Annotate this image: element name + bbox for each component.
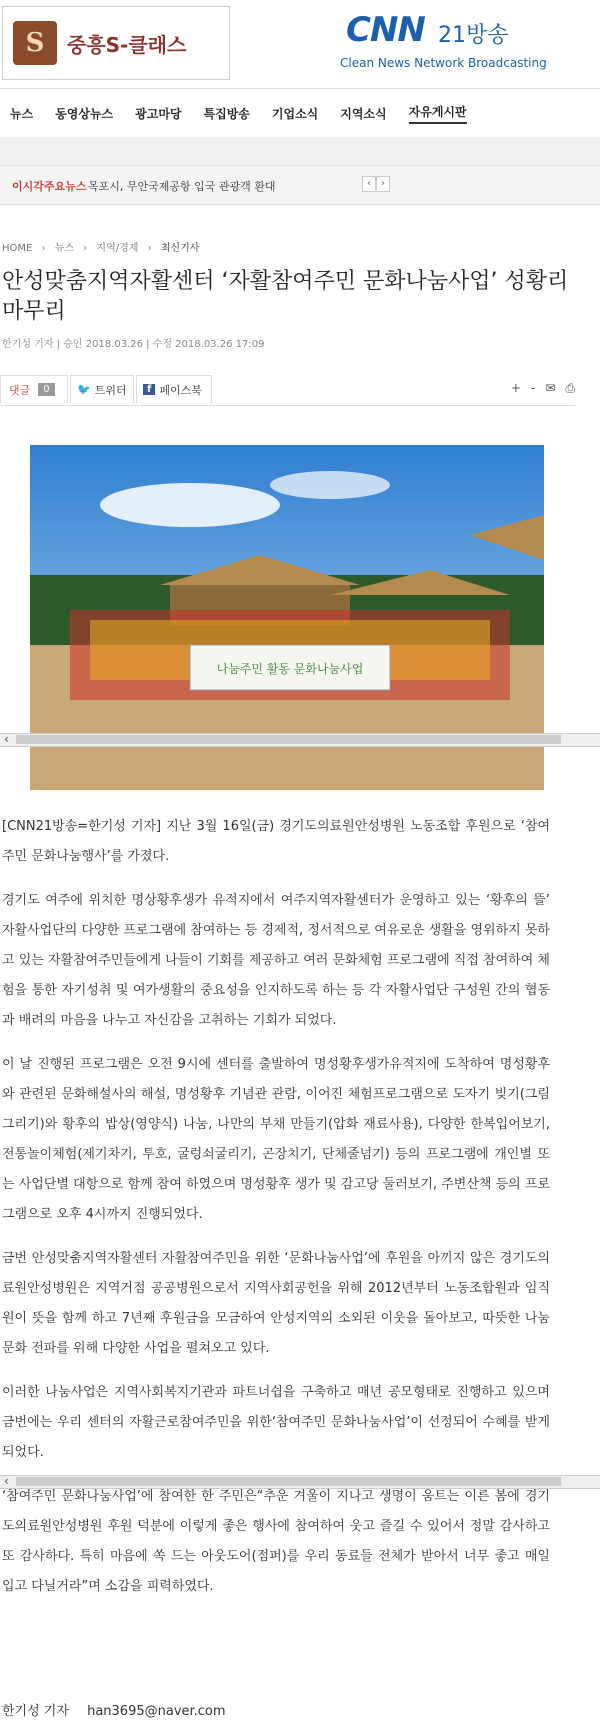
- breadcrumb-current: 최신기사: [160, 243, 200, 254]
- print-icon[interactable]: ⎙: [565, 381, 575, 395]
- font-increase-icon[interactable]: +: [510, 381, 521, 395]
- logo-tagline: Clean News Network Broadcasting: [340, 56, 547, 70]
- breadcrumb-sep: ›: [41, 243, 46, 254]
- scroll-left-icon[interactable]: ‹: [4, 1474, 9, 1488]
- nav-item-video-news[interactable]: 동영상뉴스: [55, 106, 114, 121]
- email-icon[interactable]: ✉: [545, 381, 556, 395]
- nav-item-news[interactable]: 뉴스: [10, 106, 34, 121]
- reply-count: 0: [38, 383, 54, 396]
- ticker-headline[interactable]: 목포시, 무안국제공항 입국 관광객 환대: [88, 180, 276, 193]
- paragraph: 금번 안성맞춤지역자활센터 자활참여주민을 위한 ‘문화나눔사업’에 후원을 아끼지 않은 경기도의료원안성병원은 지역거점 공공병원으로서 지역사회공헌을 위해 2012년부터 노동조합원과 임직원이 뜻을 함께 하고 7년째 후원금을 모금하여 안성지역의 소외된 이웃을 돌아보고, 따뜻한 나눔문화 전파를 위해 다양한 사업을 펼쳐오고 있다.: [2, 1251, 550, 1356]
- logo-cnn: CNN: [346, 10, 425, 50]
- article-byline: 한기성 기자 | 승인 2018.03.26 | 수정 2018.03.26 17:09: [2, 339, 265, 350]
- site-logo[interactable]: [340, 10, 590, 80]
- ad-banner[interactable]: [2, 6, 230, 80]
- paragraph: [CNN21방송=한기성 기자] 지난 3월 16일(금) 경기도의료원안성병원 노동조합 후원으로 ‘참여주민 문화나눔행사’를 가졌다.: [2, 819, 550, 864]
- nav-item-board[interactable]: 자유게시판: [409, 103, 467, 124]
- facebook-icon: f: [143, 384, 155, 395]
- paragraph: 이 날 진행된 프로그램은 오전 9시에 센터를 출발하여 명성황후생가유적지에 도착하여 명성황후와 관련된 문화해설사의 해설, 명성황후 기념관 관람, 이어진 체험프로그램으로 도자기 빚기(그림그리기)와 황후의 밥상(영양식) 나눔, 나만의 부채 만들기(압화 재료사용), 다양한 한복입어보기, 전통놀이체험(제기차기, 투호, 굴렁쇠굴리기, 곤장치기, 단체줄넘기) 등의 프로그램에 개인별 또는 사업단별 대항으로 함께 참여 하였으며 명성황후 생가 및 감고당 둘러보기, 주변산책 등의 프로그램으로 오후 4시까지 진행되었다.: [2, 1057, 550, 1222]
- breadcrumb: [2, 239, 205, 254]
- font-decrease-icon[interactable]: -: [530, 381, 536, 395]
- news-ticker: [0, 165, 600, 205]
- breadcrumb-subsection[interactable]: 지역/경제: [96, 243, 139, 254]
- main-nav: [0, 88, 600, 138]
- breadcrumb-home[interactable]: HOME: [2, 243, 33, 254]
- header: [0, 0, 600, 88]
- reply-label: 댓글: [9, 383, 31, 397]
- nav-item-ads[interactable]: 광고마당: [135, 106, 182, 121]
- spacer-bar: [0, 137, 600, 165]
- paragraph: 이러한 나눔사업은 지역사회복지기관과 파트너쉽을 구축하고 매년 공모형태로 진행하고 있으며 금번에는 우리 센터의 자활근로참여주민을 위한‘참여주민 문화나눔사업’이 선정되어 수혜를 받게 되었다.: [2, 1385, 550, 1460]
- breadcrumb-sep: ›: [147, 243, 152, 254]
- breadcrumb-sep: ›: [83, 243, 88, 254]
- ticker-label: 이시각주요뉴스: [12, 180, 87, 193]
- facebook-share-button[interactable]: [136, 375, 212, 403]
- ticker-prev-button[interactable]: ‹: [362, 176, 376, 192]
- nav-item-business[interactable]: 기업소식: [271, 106, 319, 121]
- banner-text: 나눔주민 활동 문화나눔사업: [216, 662, 364, 676]
- nav-item-special[interactable]: 특집방송: [203, 106, 250, 121]
- twitter-share-button[interactable]: [70, 375, 134, 403]
- nav-item-local[interactable]: 지역소식: [340, 106, 387, 121]
- article-body: [2, 812, 550, 1616]
- scroll-left-icon[interactable]: ‹: [4, 732, 9, 746]
- ticker-next-button[interactable]: ›: [376, 176, 390, 192]
- twitter-icon: 🐦: [77, 383, 91, 396]
- ad-label: 중흥S-클래스: [67, 32, 187, 57]
- scroll-thumb[interactable]: [16, 1477, 561, 1486]
- horizontal-scrollbar[interactable]: [0, 1475, 600, 1489]
- paragraph: 경기도 여주에 위치한 명상황후생가 유적지에서 여주지역자활센터가 운영하고 있는 ‘황후의 뜰’ 자활사업단의 다양한 프로그램에 참여하는 등 경제적, 정서적으로 여유로운 생활을 영위하지 못하고 있는 자활참여주민들에게 나들이 기회를 제공하고 여러 문화체험 프로그램에 직접 참여하여 체험을 통한 자기성취 및 여가생활의 중요성을 인지하도록 하는 등 각 자활사업단 구성원 간의 협동과 배려의 마음을 나누고 자신감을 고취하는 기회가 되었다.: [2, 893, 550, 1028]
- reporter-name: 한기성 기자: [2, 1704, 69, 1719]
- share-bar: [0, 375, 575, 406]
- ticker-controls: [362, 176, 390, 192]
- twitter-label: 트위터: [94, 383, 127, 397]
- reporter-signature: [2, 1700, 240, 1719]
- logo-suffix: 21방송: [438, 23, 509, 48]
- ad-logo: S: [13, 21, 57, 65]
- article-tools: [501, 381, 575, 396]
- scroll-thumb[interactable]: [16, 735, 561, 744]
- horizontal-scrollbar[interactable]: [0, 733, 600, 747]
- reporter-email[interactable]: han3695@naver.com: [87, 1704, 226, 1719]
- breadcrumb-section[interactable]: 뉴스: [54, 243, 75, 254]
- article-title: 안성맞춤지역자활센터 ‘자활참여주민 문화나눔사업’ 성황리 마무리: [2, 269, 569, 324]
- paragraph: ‘참여주민 문화나눔사업’에 참여한 한 주민은“추운 겨울이 지나고 생명이 움트는 이른 봄에 경기도의료원안성병원 후원 덕분에 이렇게 좋은 행사에 참여하여 웃고 즐길 수 있어서 정말 감사하고 또 감사하다. 특히 마음에 쏙 드는 아웃도어(점퍼)를 우리 동료들 전체가 받아서 너무 좋고 매일 입고 다닐거라”며 소감을 피력하였다.: [2, 1489, 550, 1594]
- reply-button[interactable]: [0, 375, 68, 403]
- facebook-label: 페이스북: [159, 383, 202, 397]
